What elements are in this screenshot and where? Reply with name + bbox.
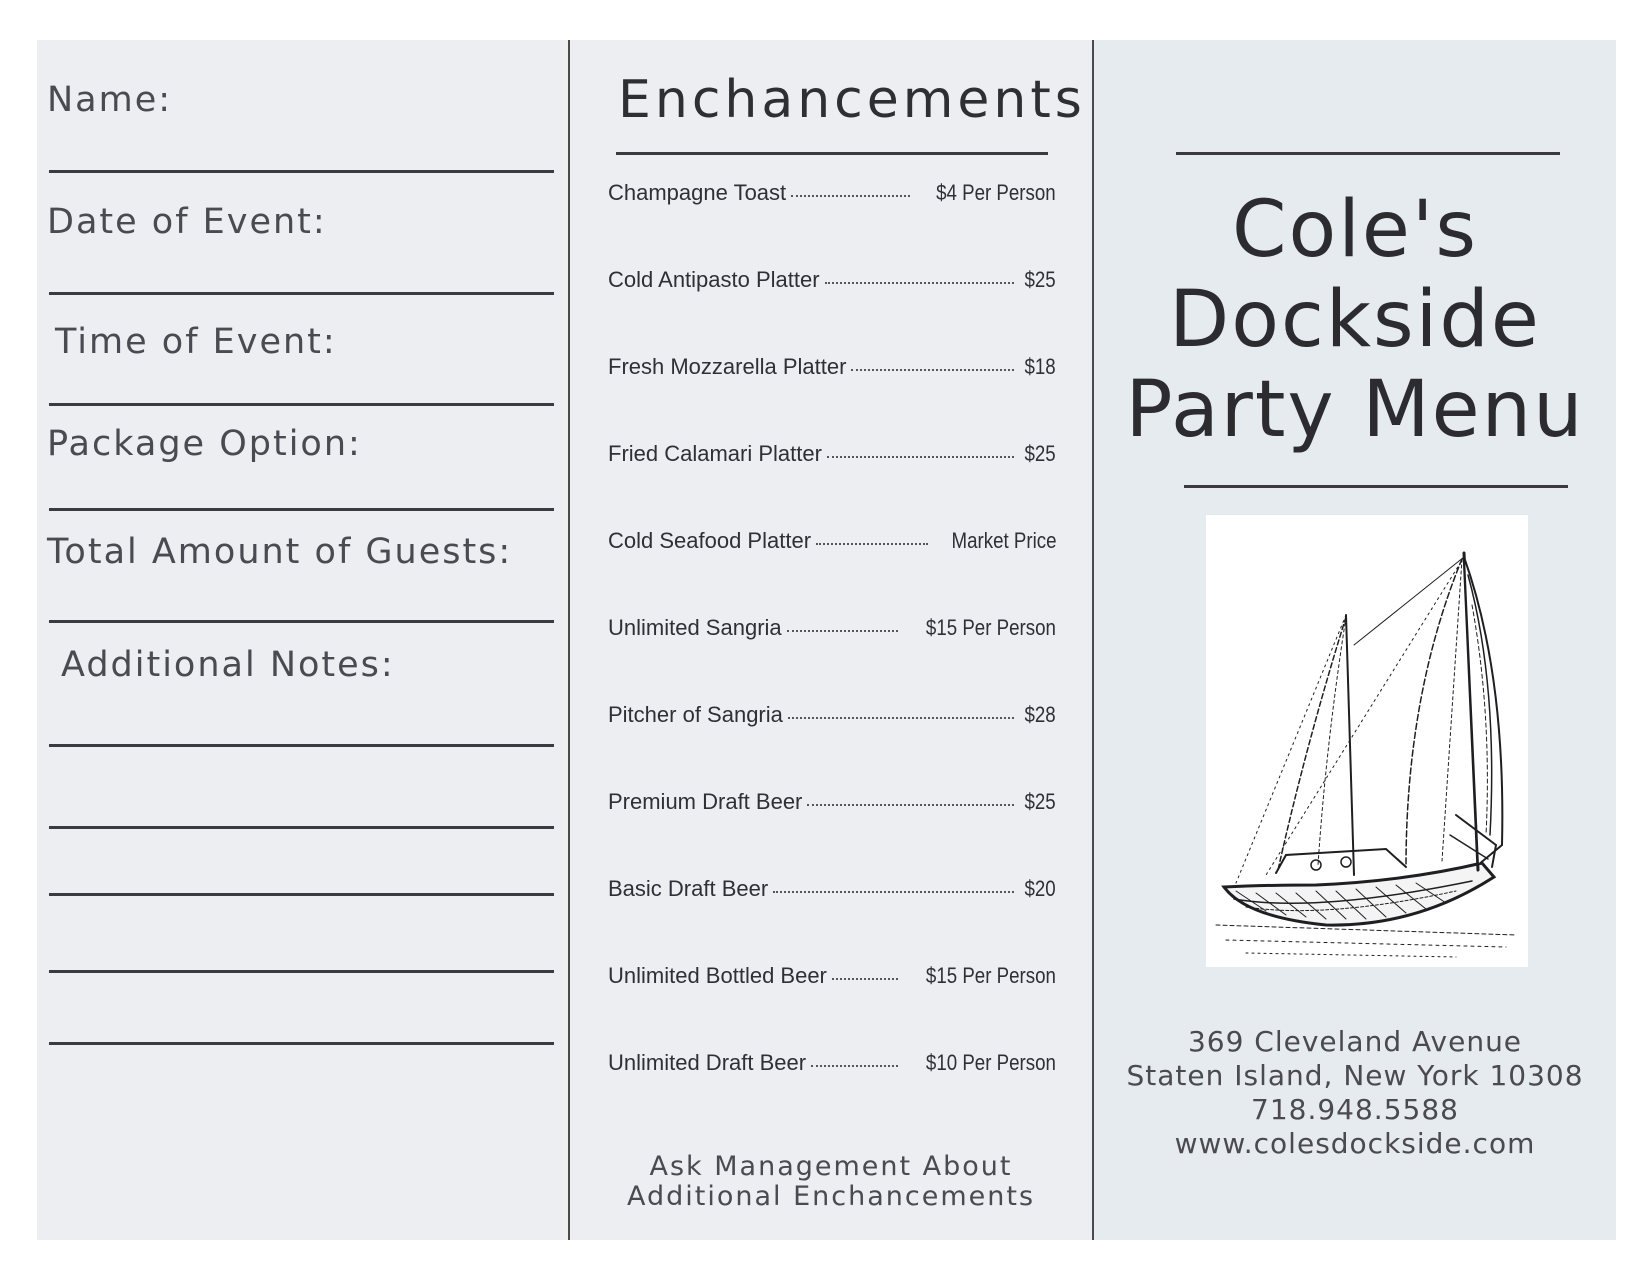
total-guests-label: Total Amount of Guests: bbox=[47, 532, 513, 572]
menu-item-price: Market Price bbox=[951, 528, 1056, 553]
dot-leader bbox=[807, 804, 1014, 806]
menu-item-price: $25 bbox=[1024, 441, 1056, 466]
enhancements-title: Enchancements bbox=[618, 70, 1086, 130]
dot-leader bbox=[773, 891, 1014, 893]
date-of-event-label: Date of Event: bbox=[47, 202, 327, 242]
guests-field-line[interactable] bbox=[49, 620, 554, 623]
menu-item bbox=[608, 180, 1056, 210]
menu-item-name: Champagne Toast bbox=[608, 180, 787, 205]
additional-notes-label: Additional Notes: bbox=[61, 645, 395, 685]
ask-management-note bbox=[570, 1152, 1092, 1212]
package-option-label: Package Option: bbox=[47, 424, 362, 464]
menu-item bbox=[608, 441, 1056, 471]
menu-item-price: $10 Per Person bbox=[926, 1050, 1056, 1075]
notes-line-1[interactable] bbox=[49, 744, 554, 747]
menu-item-name: Pitcher of Sangria bbox=[608, 702, 783, 727]
menu-item-name: Unlimited Bottled Beer bbox=[608, 963, 827, 988]
dot-leader bbox=[851, 369, 1014, 371]
dot-leader bbox=[816, 543, 927, 545]
menu-item-price: $25 bbox=[1024, 267, 1056, 292]
title-line-1: Cole's bbox=[1232, 185, 1478, 275]
menu-item-name: Unlimited Sangria bbox=[608, 615, 782, 640]
date-field-line[interactable] bbox=[49, 292, 554, 295]
menu-item bbox=[608, 702, 1056, 732]
website-link[interactable]: www.colesdockside.com bbox=[1174, 1127, 1536, 1160]
name-label: Name: bbox=[47, 80, 173, 120]
menu-item-name: Basic Draft Beer bbox=[608, 876, 769, 901]
dot-leader bbox=[791, 195, 910, 197]
dot-leader bbox=[825, 282, 1015, 284]
address-line-1: 369 Cleveland Avenue bbox=[1187, 1025, 1523, 1058]
name-field-line[interactable] bbox=[49, 170, 554, 173]
notes-line-4[interactable] bbox=[49, 970, 554, 973]
time-of-event-label: Time of Event: bbox=[55, 322, 337, 362]
menu-item-price: $28 bbox=[1024, 702, 1056, 727]
dot-leader bbox=[787, 630, 898, 632]
menu-item-price: $15 Per Person bbox=[926, 963, 1056, 988]
note-line-1: Ask Management About bbox=[649, 1151, 1013, 1182]
enhancements-panel bbox=[568, 40, 1094, 1240]
cover-title bbox=[1094, 185, 1616, 455]
notes-line-5[interactable] bbox=[49, 1042, 554, 1045]
menu-item-name: Cold Antipasto Platter bbox=[608, 267, 820, 292]
menu-item-name: Fresh Mozzarella Platter bbox=[608, 354, 847, 379]
menu-item bbox=[608, 528, 1056, 558]
menu-item-name: Fried Calamari Platter bbox=[608, 441, 822, 466]
sailboat-sketch-icon bbox=[1206, 515, 1528, 967]
address-line-2: Staten Island, New York 10308 bbox=[1126, 1059, 1584, 1092]
menu-item-price: $15 Per Person bbox=[926, 615, 1056, 640]
menu-item bbox=[608, 267, 1056, 297]
notes-line-2[interactable] bbox=[49, 826, 554, 829]
cover-bottom-rule bbox=[1184, 485, 1568, 488]
dot-leader bbox=[827, 456, 1014, 458]
menu-item-price: $4 Per Person bbox=[936, 180, 1056, 205]
dot-leader bbox=[811, 1065, 898, 1067]
title-line-2: Dockside bbox=[1169, 275, 1541, 365]
dot-leader bbox=[788, 717, 1014, 719]
menu-item bbox=[608, 615, 1056, 645]
time-field-line[interactable] bbox=[49, 403, 554, 406]
package-field-line[interactable] bbox=[49, 508, 554, 511]
menu-item-name: Cold Seafood Platter bbox=[608, 528, 812, 553]
title-line-3: Party Menu bbox=[1125, 365, 1585, 455]
menu-item-name: Unlimited Draft Beer bbox=[608, 1050, 807, 1075]
menu-item bbox=[608, 876, 1056, 906]
note-line-2: Additional Enchancements bbox=[626, 1181, 1036, 1212]
dot-leader bbox=[832, 978, 898, 980]
menu-item bbox=[608, 963, 1056, 993]
cover-top-rule bbox=[1176, 152, 1560, 155]
notes-line-3[interactable] bbox=[49, 893, 554, 896]
menu-item-name: Premium Draft Beer bbox=[608, 789, 803, 814]
menu-item-price: $20 bbox=[1024, 876, 1056, 901]
menu-item-price: $18 bbox=[1024, 354, 1056, 379]
menu-item-price: $25 bbox=[1024, 789, 1056, 814]
contact-info bbox=[1094, 1025, 1616, 1161]
title-divider bbox=[616, 152, 1048, 155]
menu-item bbox=[608, 354, 1056, 384]
order-form-panel bbox=[37, 40, 571, 1240]
cover-panel bbox=[1094, 40, 1616, 1240]
phone-number: 718.948.5588 bbox=[1251, 1093, 1459, 1126]
menu-item bbox=[608, 789, 1056, 819]
menu-item bbox=[608, 1050, 1056, 1080]
